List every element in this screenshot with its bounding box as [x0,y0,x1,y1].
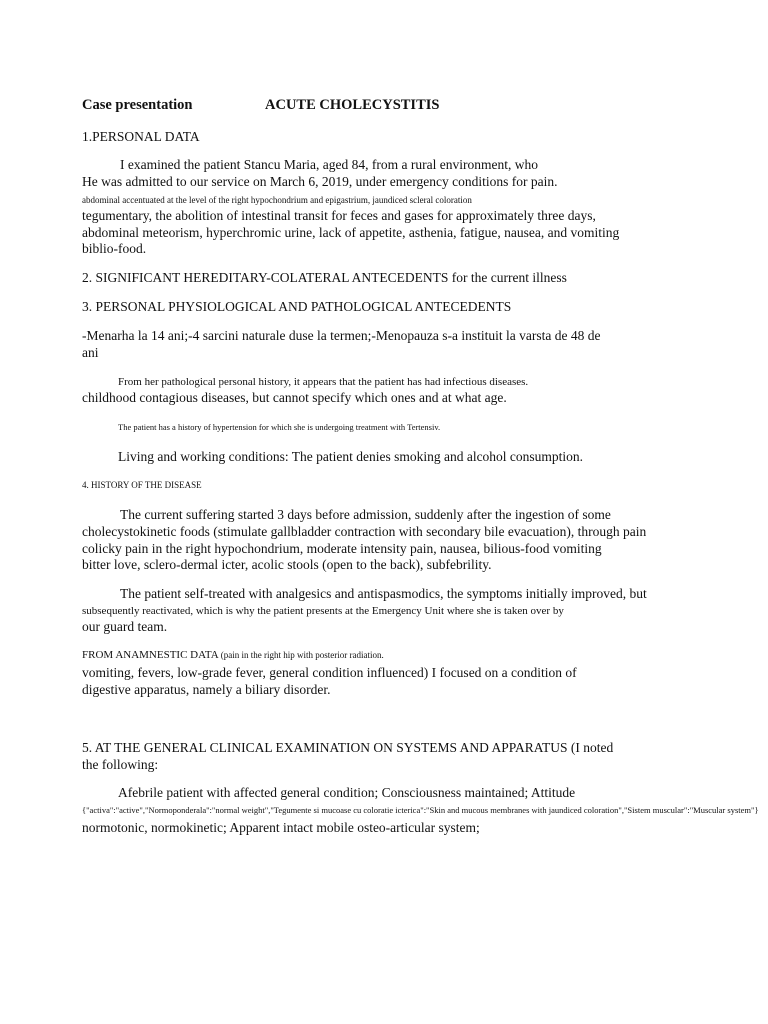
paragraph-line: tegumentary, the abolition of intestinal transit for feces and gases for approximately three days, [82,208,596,223]
case-presentation-label: Case presentation [82,97,193,113]
json-fragment-line: {"activa":"active","Normoponderala":"normal weight","Tegumente si mucoase cu coloratie icterica":"Skin and mucous membranes with jaundiced coloration","Sistem muscular":"Muscular system"} [82,805,759,815]
paragraph-line: The current suffering started 3 days before admission, suddenly after the ingestion of some [120,507,611,522]
paragraph-line: colicky pain in the right hypochondrium, moderate intensity pain, nausea, bilious-food vomiting [82,541,602,556]
paragraph-line: abdominal accentuated at the level of the right hypochondrium and epigastrium, jaundiced scleral coloration [82,195,472,205]
document-title: ACUTE CHOLECYSTITIS [265,97,440,113]
paragraph-line: the following: [82,757,159,772]
section-heading-antecedents: 3. PERSONAL PHYSIOLOGICAL AND PATHOLOGICAL ANTECEDENTS [82,299,512,314]
paragraph-line: -Menarha la 14 ani;-4 sarcini naturale duse la termen;-Menopauza s-a instituit la varsta de 48 de [82,328,601,343]
section-heading-history: 4. HISTORY OF THE DISEASE [82,480,202,490]
paragraph-line: ani [82,345,99,360]
anamnestic-line [82,647,384,663]
paragraph-line: The patient has a history of hypertension for which she is undergoing treatment with Tertensiv. [118,422,441,432]
paragraph-line: childhood contagious diseases, but cannot specify which ones and at what age. [82,390,507,405]
paragraph-line: our guard team. [82,619,168,634]
paragraph-line: abdominal meteorism, hyperchromic urine, lack of appetite, asthenia, fatigue, nausea, and vomiting [82,225,620,240]
anamnestic-note: (pain in the right hip with posterior radiation. [220,650,384,660]
paragraph-line: The patient self-treated with analgesics and antispasmodics, the symptoms initially improved, but [120,586,647,601]
paragraph-line: From her pathological personal history, it appears that the patient has had infectious diseases. [118,376,529,388]
paragraph-line: I examined the patient Stancu Maria, aged 84, from a rural environment, who [120,157,538,172]
section-heading-clinical-exam: 5. AT THE GENERAL CLINICAL EXAMINATION ON SYSTEMS AND APPARATUS (I noted [82,740,614,755]
paragraph-line: subsequently reactivated, which is why the patient presents at the Emergency Unit where she is taken over by [82,605,564,617]
paragraph-line: He was admitted to our service on March 6, 2019, under emergency conditions for pain. [82,174,558,189]
paragraph-line: normotonic, normokinetic; Apparent intact mobile osteo-articular system; [82,820,480,835]
paragraph-line: cholecystokinetic foods (stimulate gallbladder contraction with secondary bile evacuation), through pain [82,524,647,539]
section-heading-personal-data: 1.PERSONAL DATA [82,129,200,144]
paragraph-line: Afebrile patient with affected general condition; Consciousness maintained; Attitude [118,785,576,800]
paragraph-line: biblio-food. [82,241,147,256]
paragraph-line: Living and working conditions: The patient denies smoking and alcohol consumption. [118,449,584,464]
paragraph-line: digestive apparatus, namely a biliary disorder. [82,682,331,697]
paragraph-line: vomiting, fevers, low-grade fever, general condition influenced) I focused on a condition of [82,665,577,680]
section-heading-hereditary: 2. SIGNIFICANT HEREDITARY-COLATERAL ANTECEDENTS for the current illness [82,270,567,285]
paragraph-line: bitter love, sclero-dermal icter, acolic stools (open to the back), subfebrility. [82,557,492,572]
anamnestic-label: FROM ANAMNESTIC DATA [82,649,219,661]
